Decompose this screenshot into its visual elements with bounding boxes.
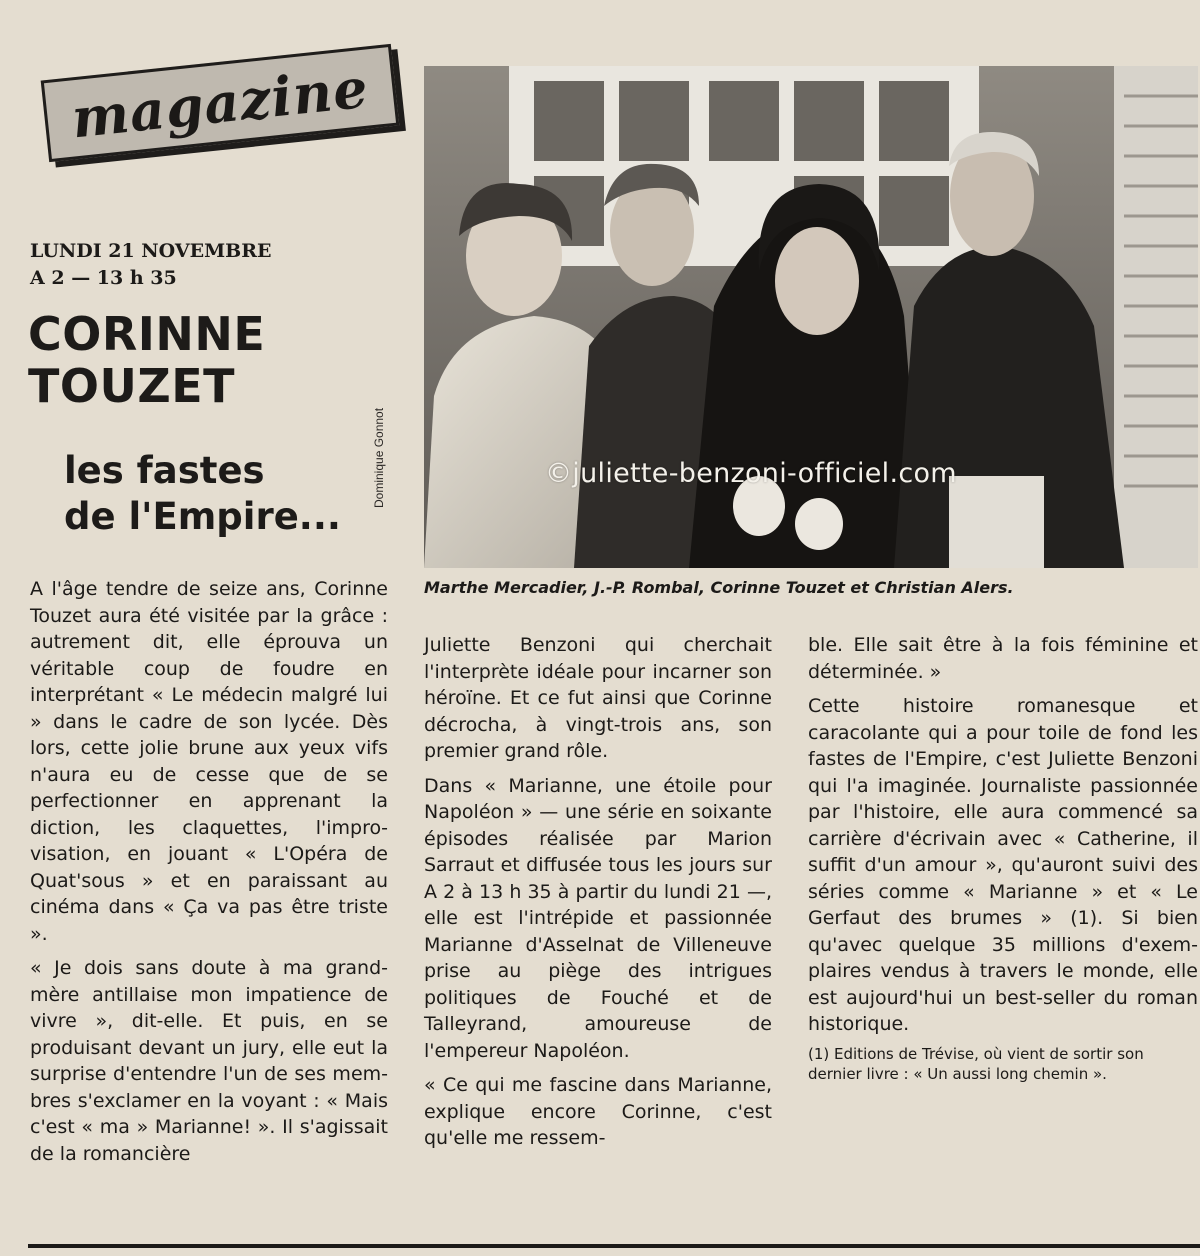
bottom-rule	[28, 1244, 1200, 1248]
magazine-label-text: magazine	[68, 55, 372, 151]
paragraph: « Je dois sans doute à ma grand-mère antillaise mon impatience de vivre », dit-elle. Et puis, en se produisant devant un jury, elle eut la surprise d'entendre l'un de ses membres s'exclamer en la voyant : « Mais c'est « ma » Marianne! ». Il s'agissait de la romancière	[30, 957, 388, 1165]
paragraph: Cette histoire romanesque et caracolante qui a pour toile de fond les fastes de l'Empire, c'est Juliette Benzoni qui l'a imaginée. Journaliste passionnée par l'histoire, elle aura commencé sa carrière d'écrivain avec « Catherine, il suffit d'un amour », qu'auront suivi des séries comme « Marianne » et « Le Gerfaut des brumes » (1). Si bien qu'avec quelque 35 millions d'exemplaires vendus à travers le monde, elle est aujourd'hui un best-seller du roman historique.	[808, 695, 1198, 1035]
photo-credit: Dominique Gonnot	[372, 407, 386, 508]
magazine-label	[41, 44, 400, 162]
broadcast-date: LUNDI 21 NOVEMBRE	[30, 240, 272, 262]
article-photo	[424, 66, 1198, 568]
subheadline	[64, 448, 341, 540]
subheadline-line-1: les fastes	[64, 449, 265, 492]
article-column-1	[30, 576, 388, 1167]
footnote: (1) Editions de Trévise, où vient de sortir son dernier livre : « Un aussi long chemin ».	[808, 1044, 1144, 1083]
watermark: ©juliette-benzoni-officiel.com	[545, 458, 957, 489]
article-column-3	[808, 632, 1198, 1084]
photo-illustration	[424, 66, 1198, 568]
paragraph: « Ce qui me fascine dans Marianne, explique encore Corinne, c'est qu'elle me ressem-	[424, 1074, 772, 1149]
headline	[28, 308, 265, 412]
headline-line-2: TOUZET	[28, 359, 235, 413]
paragraph: ble. Elle sait être à la fois féminine et déterminée. »	[808, 634, 1198, 683]
headline-line-1: CORINNE	[28, 307, 266, 361]
paragraph: Dans « Marianne, une étoile pour Napoléon » — une série en soixante épisodes réalisée par Marion Sarraut et diffusée tous les jours sur A 2 à 13 h 35 à partir du lundi 21 —, elle est l'intrépide et passionnée Marianne d'Asselnat de Villeneuve prise au piège des intrigues politiques de Fouché et de Talleyrand, amoureuse de l'empereur Napoléon.	[424, 774, 772, 1062]
paragraph: A l'âge tendre de seize ans, Corinne Touzet aura été visitée par la grâce : autrement dit, elle éprouva un véritable coup de foudre en interprétant « Le médecin malgré lui » dans le cadre de son lycée. Dès lors, cette jolie brune aux yeux vifs n'aura eu de cesse que de se perfectionner en apprenant la diction, les claquettes, l'improvisation, en jouant « L'Opéra de Quat'sous » et en paraissant au cinéma dans « Ça va pas être triste ».	[30, 578, 388, 945]
article-column-2	[424, 632, 772, 1152]
broadcast-channel-time: A 2 — 13 h 35	[30, 267, 177, 289]
broadcast-info	[30, 238, 271, 292]
photo-caption: Marthe Mercadier, J.-P. Rombal, Corinne Touzet et Christian Alers.	[424, 578, 1014, 597]
subheadline-line-2: de l'Empire...	[64, 495, 341, 538]
paragraph: Juliette Benzoni qui cherchait l'interprète idéale pour incarner son héroïne. Et ce fut ainsi que Corinne décrocha, à vingt-trois ans, son premier grand rôle.	[424, 634, 772, 762]
